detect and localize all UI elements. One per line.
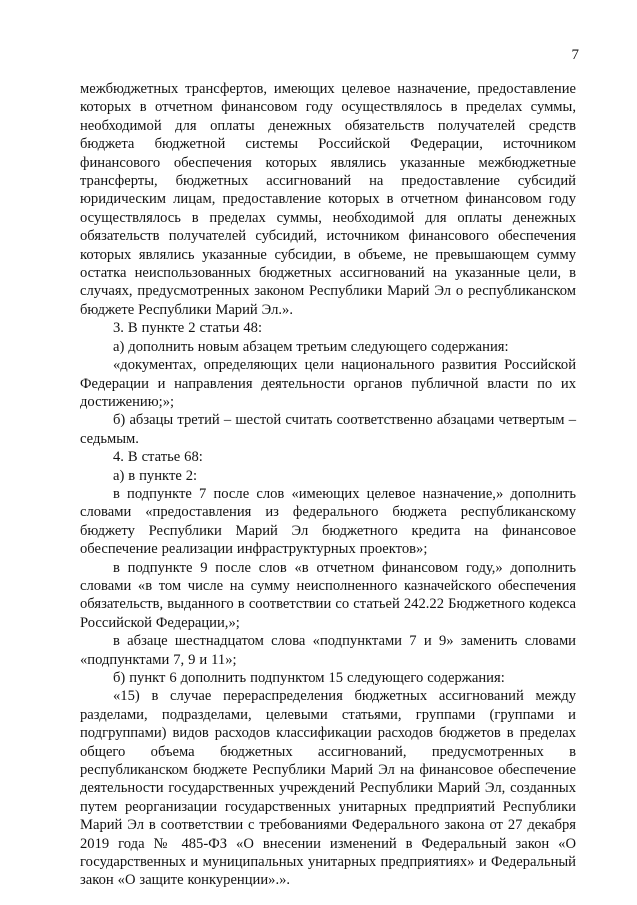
paragraph-subitem-7: в подпункте 7 после слов «имеющих целевое назначение,» дополнить словами «предоставления из федерального бюджета республиканскому бюджету Республики Марий Эл бюджетного кредита на финансовое обеспечение реализации инфраструктурных проектов»; (80, 485, 576, 558)
paragraph-item-3: 3. В пункте 2 статьи 48: (113, 320, 263, 337)
document-body (80, 80, 576, 890)
paragraph-item-4a: а) в пункте 2: (113, 467, 198, 484)
paragraph-subitem-15: «15) в случае перераспределения бюджетных ассигнований между разделами, подразделами, целевыми статьями, группами (группами и подгруппами) видов расходов классификации расходов бюджетов в пределах общего объема бюджетных ассигнований, предусмотренных в республиканском бюджете Республики Марий Эл на финансовое обеспечение деятельности государственных учреждений Республики Марий Эл, созданных путем реорганизации государственных унитарных предприятий Республики Марий Эл в соответствии с требованиями Федерального закона от 27 декабря 2019 года № 485-ФЗ «О внесении изменений в Федеральный закон «О государственных и муниципальных унитарных предприятиях» и Федеральный закон «О защите конкуренции».». (80, 688, 576, 889)
paragraph-item-3b: б) абзацы третий – шестой считать соответственно абзацами четвертым – седьмым. (80, 412, 576, 447)
paragraph-sixteenth: в абзаце шестнадцатом слова «подпунктами 7 и 9» заменить словами «подпунктами 7, 9 и 11»; (80, 633, 576, 668)
paragraph-subitem-9: в подпункте 9 после слов «в отчетном финансовом году,» дополнить словами «в том числе на сумму неисполненного казначейского обеспечения обязательств, выданного в соответствии со статьей 242.22 Бюджетного кодекса Российской Федерации,»; (80, 559, 576, 631)
paragraph-continuation: межбюджетных трансфертов, имеющих целевое назначение, предоставление которых в отчетном финансовом году осуществлялось в пределах суммы, необходимой для оплаты денежных обязательств получателей средств бюджета бюджетной системы Российской Федерации, источником финансового обеспечения которых являлись указанные межбюджетные трансферты, бюджетных ассигнований на предоставление субсидий юридическим лицам, предоставление которых в отчетном финансовом году осуществлялось в пределах суммы, необходимой для оплаты денежных обязательств получателей субсидий, источником финансового обеспечения которых являлись указанные субсидии, в объеме, не превышающем сумму остатка неиспользованных бюджетных ассигнований на указанные цели, в случаях, предусмотренных законом Республики Марий Эл о республиканском бюджете Республики Марий Эл.». (80, 81, 576, 318)
paragraph-item-4b: б) пункт 6 дополнить подпунктом 15 следующего содержания: (113, 670, 505, 686)
paragraph-item-3a: а) дополнить новым абзацем третьим следующего содержания: (113, 338, 509, 355)
paragraph-item-4: 4. В статье 68: (113, 449, 203, 466)
paragraph-quote-documents: «документах, определяющих цели национального развития Российской Федерации и направления деятельности органов публичной власти по их достижению;»; (80, 357, 576, 410)
page-number: 7 (571, 47, 579, 63)
